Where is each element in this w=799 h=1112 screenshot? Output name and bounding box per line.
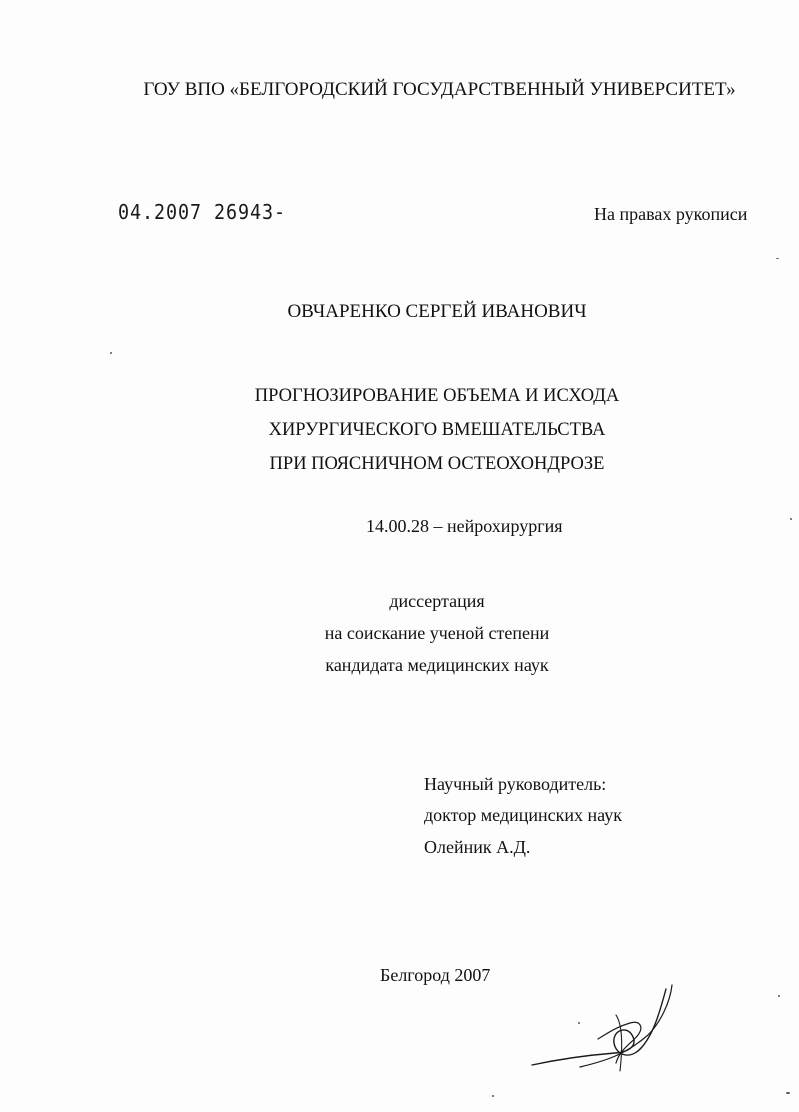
dissertation-type-line: на соискание ученой степени bbox=[324, 623, 550, 643]
handwritten-signature-icon bbox=[520, 975, 690, 1075]
scan-speck bbox=[778, 995, 780, 997]
scan-speck bbox=[790, 518, 792, 520]
city-year: Белгород 2007 bbox=[380, 965, 491, 985]
advisor-name: Олейник А.Д. bbox=[424, 837, 531, 857]
thesis-title-line: ПРОГНОЗИРОВАНИЕ ОБЪЕМА И ИСХОДА bbox=[254, 386, 620, 406]
dissertation-type-line: диссертация bbox=[389, 591, 485, 611]
thesis-title-line: ПРИ ПОЯСНИЧНОМ ОСТЕОХОНДРОЗЕ bbox=[269, 454, 605, 474]
scan-speck bbox=[776, 258, 779, 259]
specialty-code: 14.00.28 – нейрохирургия bbox=[366, 516, 563, 536]
thesis-title-line: ХИРУРГИЧЕСКОГО ВМЕШАТЕЛЬСТВА bbox=[268, 420, 606, 440]
manuscript-rights-note: На правах рукописи bbox=[594, 204, 748, 224]
advisor-line: Научный руководитель: bbox=[424, 774, 607, 794]
author-name: ОВЧАРЕНКО СЕРГЕЙ ИВАНОВИЧ bbox=[287, 301, 587, 322]
registration-stamp-number: 04.2007 26943- bbox=[118, 200, 286, 224]
scan-speck bbox=[578, 1022, 580, 1024]
scan-speck bbox=[492, 1095, 494, 1097]
dissertation-type-line: кандидата медицинских наук bbox=[325, 655, 549, 675]
advisor-line: доктор медицинских наук bbox=[424, 805, 622, 825]
scan-speck bbox=[786, 1092, 790, 1094]
university-name: ГОУ ВПО «БЕЛГОРОДСКИЙ ГОСУДАРСТВЕННЫЙ УНИВЕРСИТЕТ» bbox=[143, 79, 736, 100]
scan-speck bbox=[110, 352, 112, 354]
